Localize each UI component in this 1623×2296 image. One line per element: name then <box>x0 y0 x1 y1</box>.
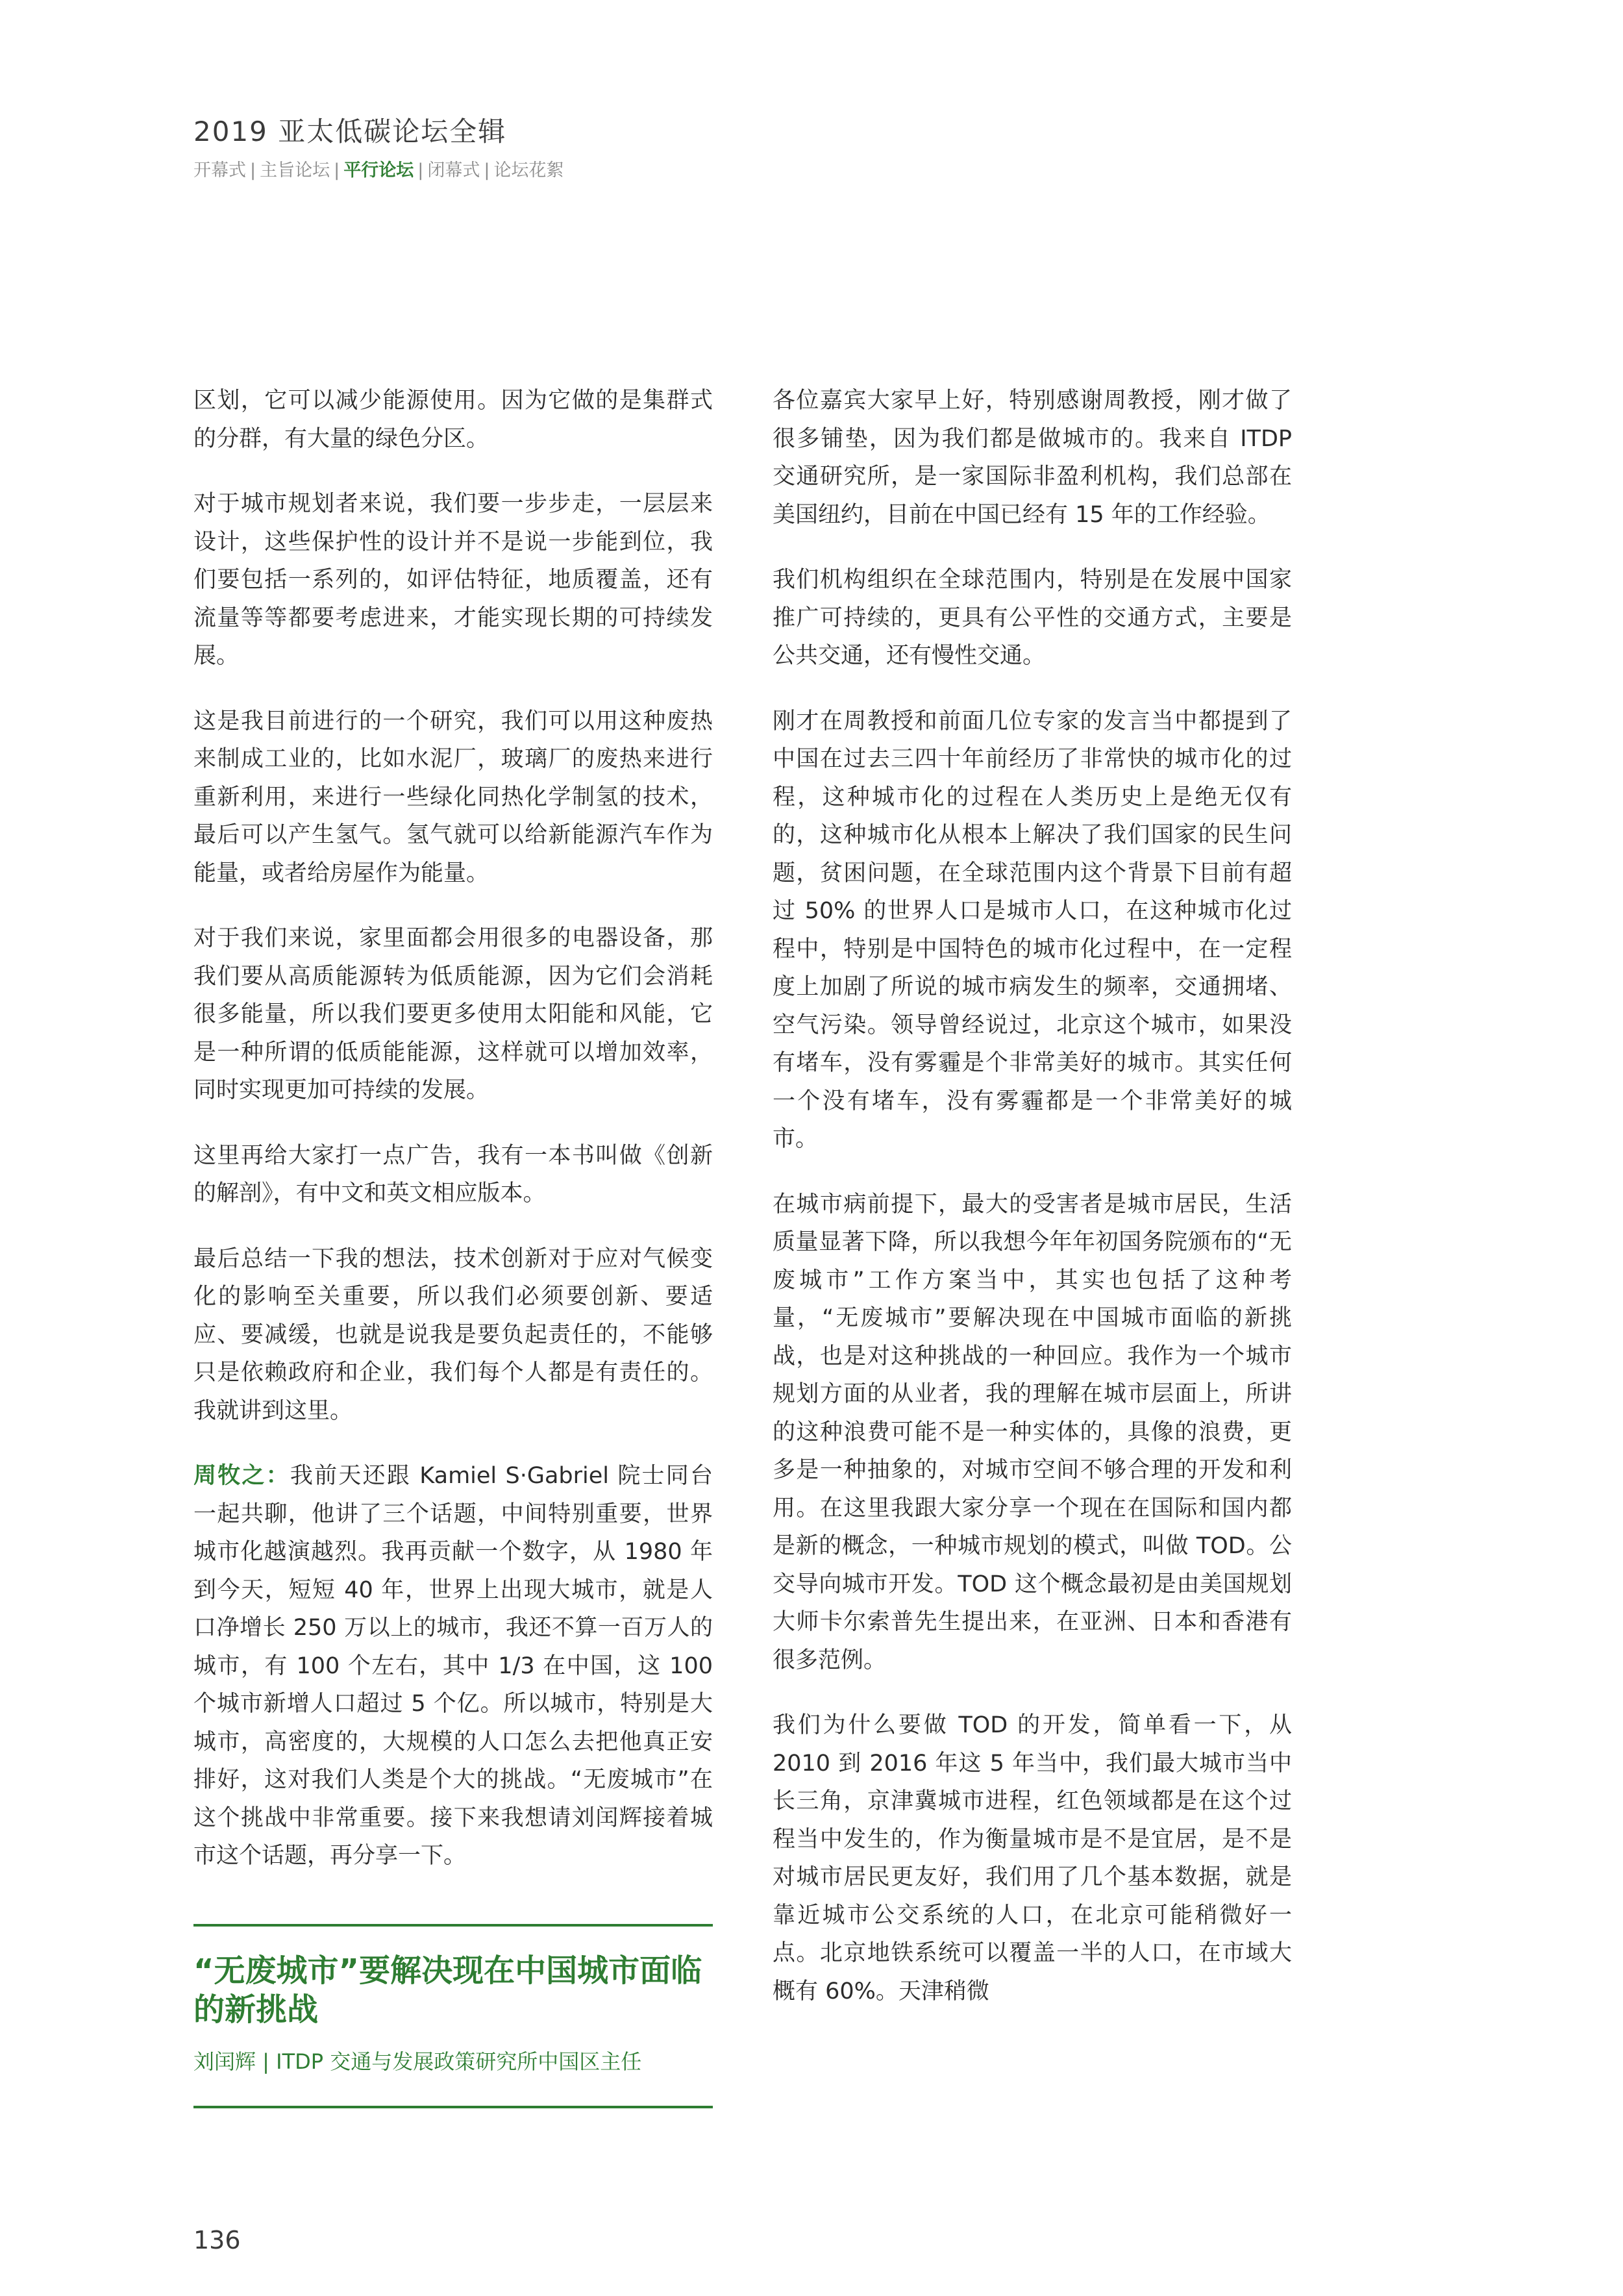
body-paragraph: 区划，它可以减少能源使用。因为它做的是集群式的分群，有大量的绿色分区。 <box>193 388 713 452</box>
body-paragraph: 我们为什么要做 TOD 的开发，简单看一下，从 2010 到 2016 年这 5 年当中，我们最大城市当中长三角，京津冀城市进程，红色领域都是在这个过程当中发生的，作为衡量城市是不是宜居，是不是对城市居民更友好，我们用了几个基本数据，就是靠近城市公交系统的人口，在北京可能稍微好一点。北京地铁系统可以覆盖一半的人口，在市域大概有 60%。天津稍微 <box>773 1712 1292 2004</box>
page-number: 136 <box>193 2226 241 2254</box>
nav-item-closing[interactable]: 闭幕式 <box>427 160 480 181</box>
body-paragraph: 各位嘉宾大家早上好，特别感谢周教授，刚才做了很多铺垫，因为我们都是做城市的。我来自 ITDP 交通研究所，是一家国际非盈利机构，我们总部在美国纽约，目前在中国已经有 15 年的工作经验。 <box>773 388 1292 528</box>
nav-item-opening[interactable]: 开幕式 <box>193 160 246 181</box>
body-paragraph: 对于我们来说，家里面都会用很多的电器设备，那我们要从高质能源转为低质能源，因为它们会消耗很多能量，所以我们要更多使用太阳能和风能，它是一种所谓的低质能能源，这样就可以增加效率，同时实现更加可持续的发展。 <box>193 925 713 1103</box>
nav-item-highlights[interactable]: 论坛花絮 <box>493 160 564 181</box>
publication-title: 2019 亚太低碳论坛全辑 <box>193 116 507 147</box>
nav-item-parallel-forum[interactable]: 平行论坛 <box>343 160 414 181</box>
nav-item-keynote[interactable]: 主旨论坛 <box>260 160 330 181</box>
body-paragraph: 在城市病前提下，最大的受害者是城市居民，生活质量显著下降，所以我想今年年初国务院颁布的“无废城市”工作方案当中，其实也包括了这种考量，“无废城市”要解决现在中国城市面临的新挑战，也是对这种挑战的一种回应。我作为一个城市规划方面的从业者，我的理解在城市层面上，所讲的这种浪费可能不是一种实体的，具像的浪费，更多是一种抽象的，对城市空间不够合理的开发和利用。在这里我跟大家分享一个现在在国际和国内都是新的概念，一种城市规划的模式，叫做 TOD。公交导向城市开发。TOD 这个概念最初是由美国规划大师卡尔索普先生提出来，在亚洲、日本和香港有很多范例。 <box>773 1191 1292 1673</box>
body-paragraph: 这里再给大家打一点广告，我有一本书叫做《创新的解剖》，有中文和英文相应版本。 <box>193 1142 713 1206</box>
speaker-paragraph <box>193 1457 713 1875</box>
nav-separator: | <box>334 160 340 181</box>
section-nav <box>193 156 564 181</box>
body-paragraph: 刚才在周教授和前面几位专家的发言当中都提到了中国在过去三四十年前经历了非常快的城市化的过程，这种城市化的过程在人类历史上是绝无仅有的，这种城市化从根本上解决了我们国家的民生问题，贫困问题，在全球范围内这个背景下目前有超过 50% 的世界人口是城市人口，在这种城市化过程中，特别是中国特色的城市化过程中，在一定程度上加剧了所说的城市病发生的频率，交通拥堵、空气污染。领导曾经说过，北京这个城市，如果没有堵车，没有雾霾是个非常美好的城市。其实任何一个没有堵车，没有雾霾都是一个非常美好的城市。 <box>773 708 1292 1152</box>
speaker-text: 我前天还跟 Kamiel S·Gabriel 院士同台一起共聊，他讲了三个话题，中间特别重要，世界城市化越演越烈。我再贡献一个数字，从 1980 年到今天，短短 40 年，世界上出现大城市，就是人口净增长 250 万以上的城市，我还不算一百万人的城市，有 100 个左右，其中 1/3 在中国，这 100 个城市新增人口超过 5 个亿。所以城市，特别是大城市，高密度的，大规模的人口怎么去把他真正安排好，这对我们人类是个大的挑战。“无废城市”在这个挑战中非常重要。接下来我想请刘闰辉接着城市这个话题，再分享一下。 <box>193 1463 713 1869</box>
left-column <box>193 382 713 1903</box>
body-paragraph: 这是我目前进行的一个研究，我们可以用这种废热来制成工业的，比如水泥厂，玻璃厂的废热来进行重新利用，来进行一些绿化同热化学制氢的技术，最后可以产生氢气。氢气就可以给新能源汽车作为能量，或者给房屋作为能量。 <box>193 708 713 886</box>
section-heading-box <box>193 1924 713 2108</box>
section-byline: 刘闰辉 | ITDP 交通与发展政策研究所中国区主任 <box>193 2049 642 2074</box>
speaker-name: 周牧之： <box>193 1463 290 1489</box>
nav-separator: | <box>250 160 256 181</box>
nav-separator: | <box>484 160 490 181</box>
section-title: “无废城市”要解决现在中国城市面临的新挑战 <box>193 1953 702 2028</box>
body-paragraph: 最后总结一下我的想法，技术创新对于应对气候变化的影响至关重要，所以我们必须要创新、要适应、要减缓，也就是说我是要负起责任的，不能够只是依赖政府和企业，我们每个人都是有责任的。我就讲到这里。 <box>193 1245 713 1424</box>
body-paragraph: 对于城市规划者来说，我们要一步步走，一层层来设计，这些保护性的设计并不是说一步能到位，我们要包括一系列的，如评估特征，地质覆盖，还有流量等等都要考虑进来，才能实现长期的可持续发展。 <box>193 491 713 669</box>
right-column <box>773 382 1292 2038</box>
nav-separator: | <box>417 160 424 181</box>
body-paragraph: 我们机构组织在全球范围内，特别是在发展中国家推广可持续的，更具有公平性的交通方式，主要是公共交通，还有慢性交通。 <box>773 567 1292 669</box>
